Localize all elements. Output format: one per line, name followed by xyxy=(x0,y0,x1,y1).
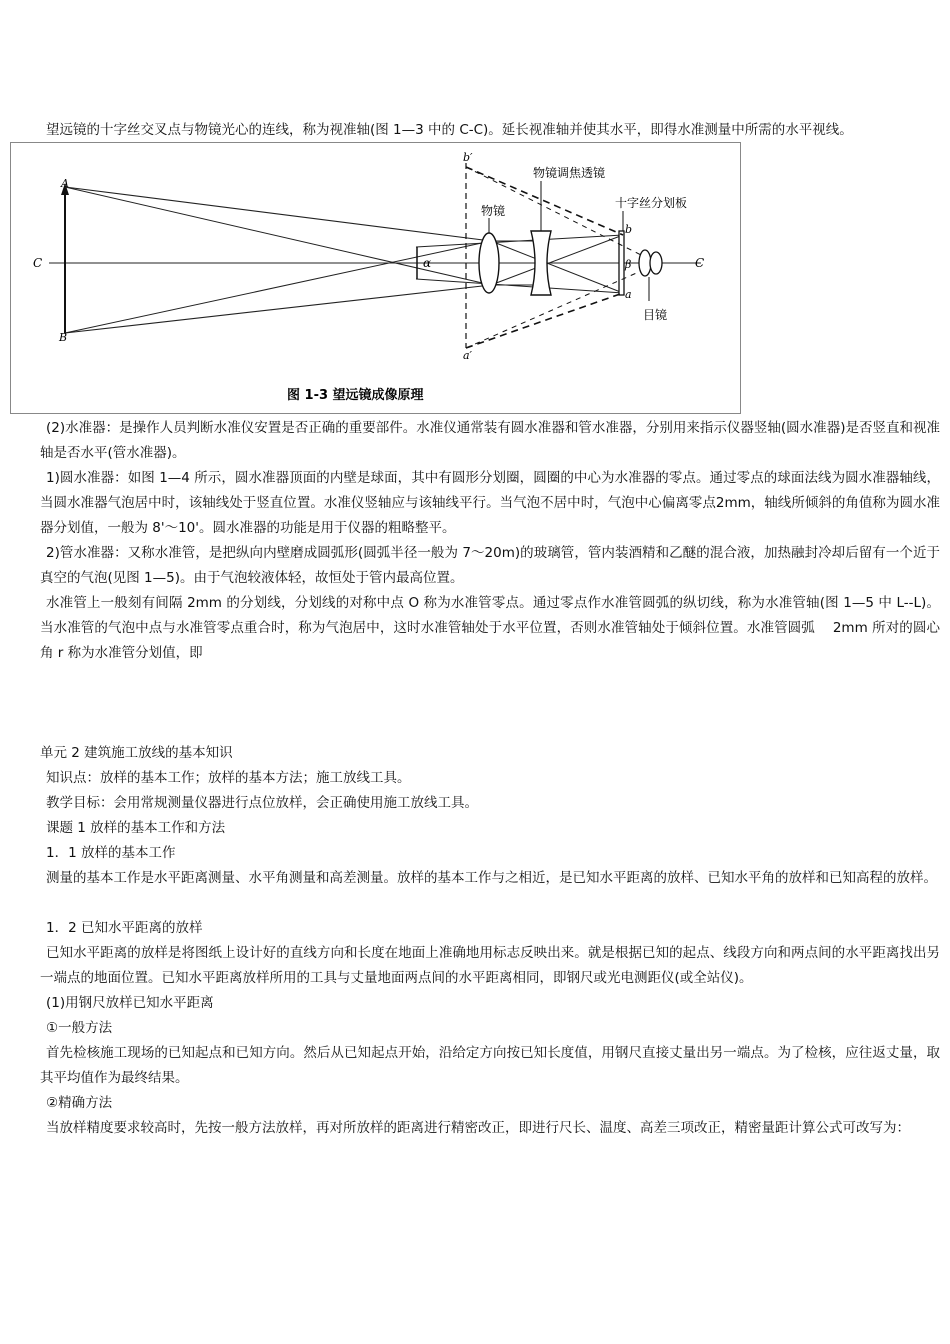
heading-steel-tape: (1)用钢尺放样已知水平距离 xyxy=(46,995,214,1011)
knowledge-points: 知识点：放样的基本工作；放样的基本方法；施工放线工具。 xyxy=(46,770,411,786)
telescope-diagram xyxy=(11,143,740,413)
label-b-prime: b′ xyxy=(463,151,473,164)
label-b: b xyxy=(625,223,633,236)
paragraph-circular: 1)圆水准器：如图 1—4 所示，圆水准器顶面的内壁是球面，其中有圆形分划圈，圆圈的中心为水准器的零点。通过零点的球面法线为圆水准器轴线，当圆水准器气泡居中时，该轴线处于竖直位置。水准仪竖轴应与该轴线平行。当气泡不居中时，气泡中心偏离零点2mm，轴线所倾斜的角值称为圆水准器分划值，一般为 8'～10'。圆水准器的功能是用于仪器的粗略整平。 xyxy=(40,470,940,536)
paragraph-tube: 2)管水准器：又称水准管，是把纵向内壁磨成圆弧形(圆弧半径一般为 7～20m)的玻璃管，管内装酒精和乙醚的混合液，加热融封冷却后留有一个近于真空的气泡(见图 1—5)。由于气泡较液体轻，故恒处于管内最高位置。 xyxy=(40,545,940,586)
label-a-prime: a′ xyxy=(463,349,473,362)
unit-title: 单元 2 建筑施工放线的基本知识 xyxy=(40,745,233,761)
figure-caption: 图 1-3 望远镜成像原理 xyxy=(287,388,424,403)
label-beta: β xyxy=(625,258,632,271)
label-a: a xyxy=(625,288,632,301)
label-B: B xyxy=(59,331,68,344)
label-alpha: α xyxy=(423,256,432,270)
telescope-figure xyxy=(10,142,741,414)
heading-precise-method: ②精确方法 xyxy=(46,1095,113,1111)
teaching-goals: 教学目标：会用常规测量仪器进行点位放样，会正确使用施工放线工具。 xyxy=(46,795,478,811)
heading-general-method: ①一般方法 xyxy=(46,1020,113,1036)
label-eyepiece: 目镜 xyxy=(643,308,668,322)
paragraph-tube-2: 水准管上一般刻有间隔 2mm 的分划线，分划线的对称中点 O 称为水准管零点。通过零点作水准管圆弧的纵切线，称为水准管轴(图 1—5 中 L--L)。当水准管的气泡中点与水准管零点重合时，称为气泡居中，这时水准管轴处于水平位置，否则水准管轴处于倾斜位置。水准管圆弧 2mm 所对的圆心角 r 称为水准管分划值，即 xyxy=(40,595,940,661)
label-C-right: C xyxy=(695,256,705,270)
heading-1-1: 1．1 放样的基本工作 xyxy=(46,845,176,861)
paragraph-1-2: 已知水平距离的放样是将图纸上设计好的直线方向和长度在地面上准确地用标志反映出来。就是根据已知的起点、线段方向和两点间的水平距离找出另一端点的地面位置。已知水平距离放样所用的工具与丈量地面两点间的水平距离相同，即钢尺或光电测距仪(或全站仪)。 xyxy=(40,945,940,986)
paragraph-general-method: 首先检核施工现场的已知起点和已知方向。然后从已知起点开始，沿给定方向按已知长度值，用钢尺直接丈量出另一端点。为了检核，应往返丈量，取其平均值作为最终结果。 xyxy=(40,1045,940,1086)
topic-title: 课题 1 放样的基本工作和方法 xyxy=(46,820,226,836)
eyepiece-lens xyxy=(639,250,651,276)
heading-1-2: 1．2 已知水平距离的放样 xyxy=(46,920,203,936)
paragraph-level: (2)水准器：是操作人员判断水准仪安置是否正确的重要部件。水准仪通常装有圆水准器和管水准器，分别用来指示仪器竖轴(圆水准器)是否竖直和视准轴是否水平(管水准器)。 xyxy=(40,420,940,461)
label-A: A xyxy=(61,177,69,190)
paragraph-precise-method: 当放样精度要求较高时，先按一般方法放样，再对所放样的距离进行精密改正，即进行尺长、温度、高差三项改正，精密量距计算公式可改写为： xyxy=(46,1120,910,1136)
label-reticle: 十字丝分划板 xyxy=(615,196,688,210)
reticle-plate xyxy=(619,231,624,295)
label-C-left: C xyxy=(33,256,43,270)
label-focus-lens: 物镜调焦透镜 xyxy=(533,166,606,180)
paragraph-1-1: 测量的基本工作是水平距离测量、水平角测量和高差测量。放样的基本工作与之相近，是已知水平距离的放样、已知水平角的放样和已知高程的放样。 xyxy=(46,870,937,886)
intro-paragraph: 望远镜的十字丝交叉点与物镜光心的连线，称为视准轴(图 1—3 中的 C-C)。延长视准轴并使其水平，即得水准测量中所需的水平视线。 xyxy=(46,122,853,138)
label-objective: 物镜 xyxy=(481,204,506,218)
objective-lens xyxy=(479,233,499,293)
